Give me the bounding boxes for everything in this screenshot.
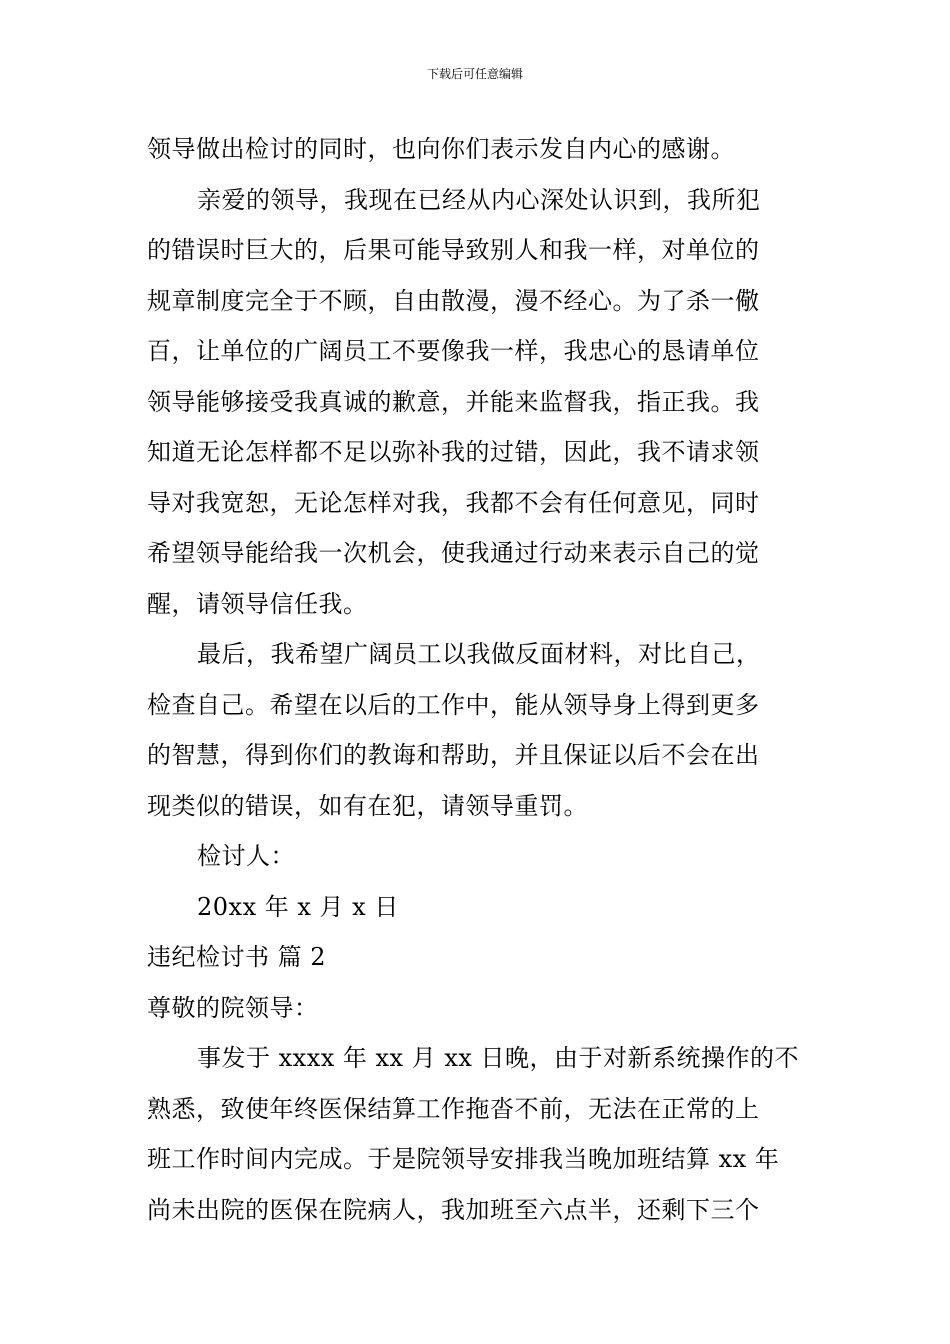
text-line: 的错误时巨大的，后果可能导致别人和我一样，对单位的 bbox=[147, 236, 760, 264]
page-header: 下载后可任意编辑 bbox=[426, 67, 523, 81]
text-line: 尚未出院的医保在院病人，我加班至六点半，还剩下三个 bbox=[147, 1195, 760, 1224]
date-line: 20xx 年 x 月 x 日 bbox=[197, 892, 399, 921]
text-line: 班工作时间内完成。于是院领导安排我当晚加班结算 xx 年 bbox=[147, 1145, 780, 1173]
text-line: 检查自己。希望在以后的工作中，能从领导身上得到更多 bbox=[147, 690, 760, 719]
document-body bbox=[147, 124, 809, 1235]
paragraph-start-line: 事发于 xxxx 年 xx 月 xx 日晚，由于对新系统操作的不 bbox=[197, 1044, 800, 1072]
text-line: 百，让单位的广阔员工不要像我一样，我忠心的恳请单位 bbox=[147, 337, 760, 365]
text-line: 现类似的错误，如有在犯，请领导重罚。 bbox=[147, 791, 588, 820]
text-line: 知道无论怎样都不足以弥补我的过错，因此，我不请求领 bbox=[147, 438, 760, 466]
text-line: 规章制度完全于不顾，自由散漫，漫不经心。为了杀一儆 bbox=[147, 286, 760, 315]
text-line: 导对我宽恕，无论怎样对我，我都不会有任何意见，同时 bbox=[147, 488, 760, 517]
text-line: 领导能够接受我真诚的歉意，并能来监督我，指正我。我 bbox=[147, 387, 760, 416]
paragraph-start-line: 最后，我希望广阔员工以我做反面材料，对比自己， bbox=[197, 640, 761, 668]
text-line: 的智慧，得到你们的教诲和帮助，并且保证以后不会在出 bbox=[147, 741, 760, 769]
signature-label: 检讨人： bbox=[197, 842, 295, 870]
salutation: 尊敬的院领导： bbox=[147, 993, 319, 1022]
text-line: 醒，请领导信任我。 bbox=[147, 589, 368, 618]
section-title: 违纪检讨书 篇 2 bbox=[147, 943, 327, 971]
text-line: 希望领导能给我一次机会，使我通过行动来表示自己的觉 bbox=[147, 539, 760, 567]
paragraph-start-line: 亲爱的领导，我现在已经从内心深处认识到，我所犯 bbox=[197, 185, 761, 214]
text-line: 熟悉，致使年终医保结算工作拖沓不前，无法在正常的上 bbox=[147, 1094, 760, 1123]
text-line: 领导做出检讨的同时，也向你们表示发自内心的感谢。 bbox=[147, 135, 735, 163]
